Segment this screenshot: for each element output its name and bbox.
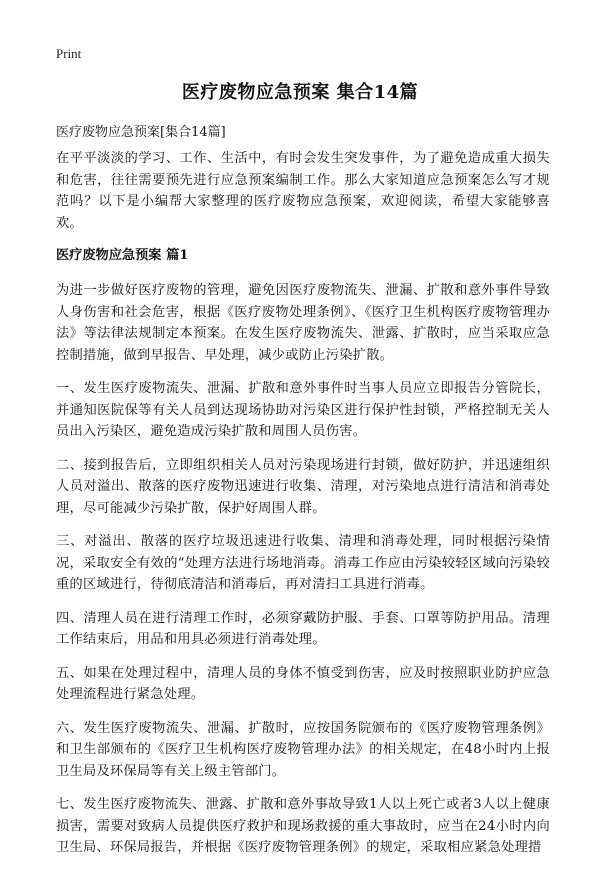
body-paragraph: 六、发生医疗废物流失、泄漏、扩散时，应按国务院颁布的《医疗废物管理条例》和卫生部颁布的《医疗卫生机构医疗废物管理办法》的相关规定，在48小时内上报卫生局及环保局等有关上级主管部门。 — [56, 720, 550, 779]
body-paragraph: 二、接到报告后，立即组织相关人员对污染现场进行封锁，做好防护，并迅速组织人员对溢出、散落的医疗废物迅速进行收集、清理，对污染地点进行清洁和消毒处理，尽可能减少污染扩散，保护好周围人群。 — [56, 457, 550, 516]
body-paragraph: 五、如果在处理过程中，清理人员的身体不慎受到伤害，应及时按照职业防护应急处理流程进行紧急处理。 — [56, 665, 550, 702]
body-paragraph: 为进一步做好医疗废物的管理，避免因医疗废物流失、泄漏、扩散和意外事件导致人身伤害和社会危害，根据《医疗废物处理条例》、《医疗卫生机构医疗废物管理办法》等法律法规制定本预案。在发生医疗废物流失、泄露、扩散时，应当采取应急控制措施，做到早报告、早处理，减少或防止污染扩散。 — [56, 283, 550, 363]
document-subtitle: 医疗废物应急预案[集合14篇] — [56, 125, 226, 140]
body-paragraph: 一、发生医疗废物流失、泄漏、扩散和意外事件时当事人员应立即报告分管院长，并通知医院保等有关人员到达现场协助对污染区进行保护性封锁，严格控制无关人员出入污染区，避免造成污染扩散和周围人员伤害。 — [56, 381, 550, 439]
document-body — [56, 148, 550, 871]
section-heading: 医疗废物应急预案 篇1 — [56, 248, 189, 263]
body-paragraph: 七、发生医疗废物流失、泄露、扩散和意外事故导致1人以上死亡或者3人以上健康损害，需要对致病人员提供医疗救护和现场救援的重大事故时，应当在24小时内向卫生局、环保局报告，并根据《医疗废物管理条例》的规定，采取相应紧急处理措 — [56, 797, 550, 855]
body-paragraph: 四、清理人员在进行清理工作时，必须穿戴防护服、手套、口罩等防护用品。清理工作结束后，用品和用具必须进行消毒处理。 — [56, 610, 550, 647]
page-title: 医疗废物应急预案 集合14篇 — [181, 82, 419, 103]
print-link[interactable]: Print — [56, 46, 82, 61]
body-paragraph: 三、对溢出、散落的医疗垃圾迅速进行收集、清理和消毒处理，同时根据污染情况，采取安全有效的“处理方法进行场地消毒。消毒工作应由污染较轻区域向污染较重的区域进行，待彻底清洁和消毒后，再对清扫工具进行消毒。 — [56, 534, 550, 592]
intro-paragraph: 在平平淡淡的学习、工作、生活中，有时会发生突发事件，为了避免造成重大损失和危害，往往需要预先进行应急预案编制工作。那么大家知道应急预案怎么写才规范吗？以下是小编帮大家整理的医疗废物应急预案，欢迎阅读，希望大家能够喜欢。 — [56, 151, 550, 231]
